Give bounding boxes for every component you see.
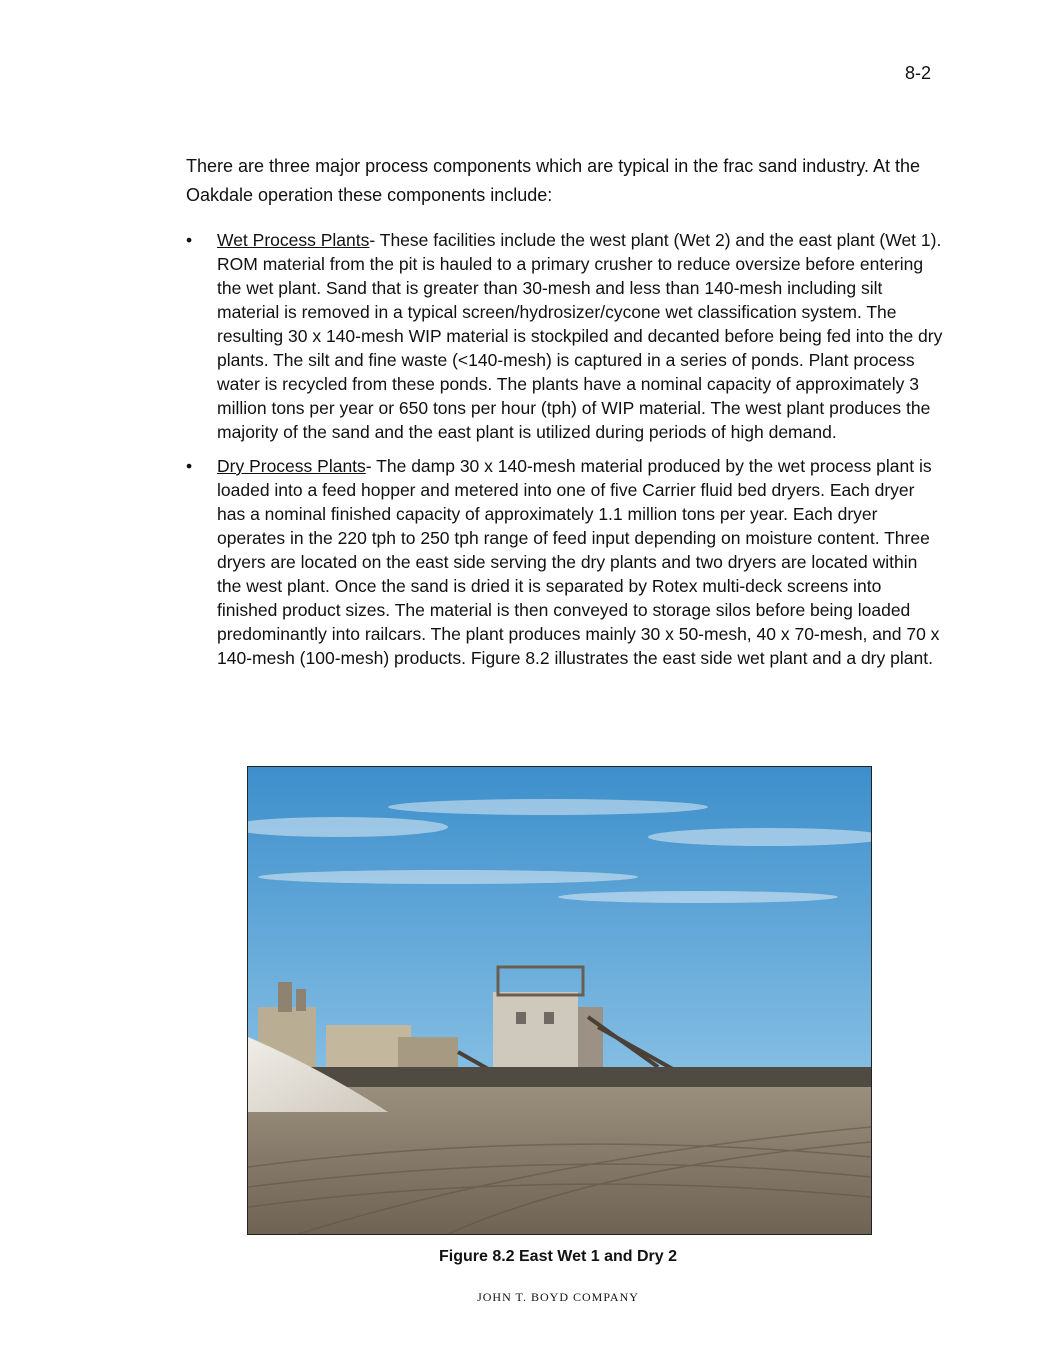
wet-process-heading: Wet Process Plants: [217, 230, 370, 250]
list-item-wet-process: [186, 228, 946, 444]
figure-caption: Figure 8.2 East Wet 1 and Dry 2: [438, 1248, 677, 1265]
process-components-list: [186, 228, 946, 680]
figure-photo: [247, 766, 872, 1235]
bullet-icon: •: [186, 230, 193, 250]
intro-paragraph: There are three major process components which are typical in the frac sand industry. At the Oakdale operation these components include:: [186, 156, 921, 205]
dry-process-text: - The damp 30 x 140-mesh material produced by the wet process plant is loaded into a feed hopper and metered into one of five Carrier fluid bed dryers. Each dryer has a nominal finished capacity of approximately 1.1 million tons per year. Each dryer operates in the 220 tph to 250 tph range of feed input depending on moisture content. Three dryers are located on the east side serving the dry plants and two dryers are located within the west plant. Once the sand is dried it is separated by Rotex multi-deck screens into finished product sizes. The material is then conveyed to storage silos before being loaded predominantly into railcars. The plant produces mainly 30 x 50-mesh, 40 x 70-mesh, and 70 x 140-mesh (100-mesh) products. Figure 8.2 illustrates the east side wet plant and a dry plant.: [217, 456, 940, 668]
footer-company: JOHN T. BOYD COMPANY: [477, 1290, 639, 1304]
bullet-icon: •: [186, 456, 193, 476]
page-number: 8-2: [904, 63, 931, 83]
wet-process-text: - These facilities include the west plant (Wet 2) and the east plant (Wet 1). ROM material from the pit is hauled to a primary crusher to reduce oversize before entering the wet plant. Sand that is greater than 30-mesh and less than 140-mesh including silt material is removed in a typical screen/hydrosizer/cycone wet classification system. The resulting 30 x 140-mesh WIP material is stockpiled and decanted before being fed into the dry plants. The silt and fine waste (<140-mesh) is captured in a series of ponds. Plant process water is recycled from these ponds. The plants have a nominal capacity of approximately 3 million tons per year or 650 tons per hour (tph) of WIP material. The west plant produces the majority of the sand and the east plant is utilized during periods of high demand.: [217, 230, 943, 442]
dry-process-heading: Dry Process Plants: [217, 456, 366, 476]
list-item-dry-process: [186, 454, 946, 670]
